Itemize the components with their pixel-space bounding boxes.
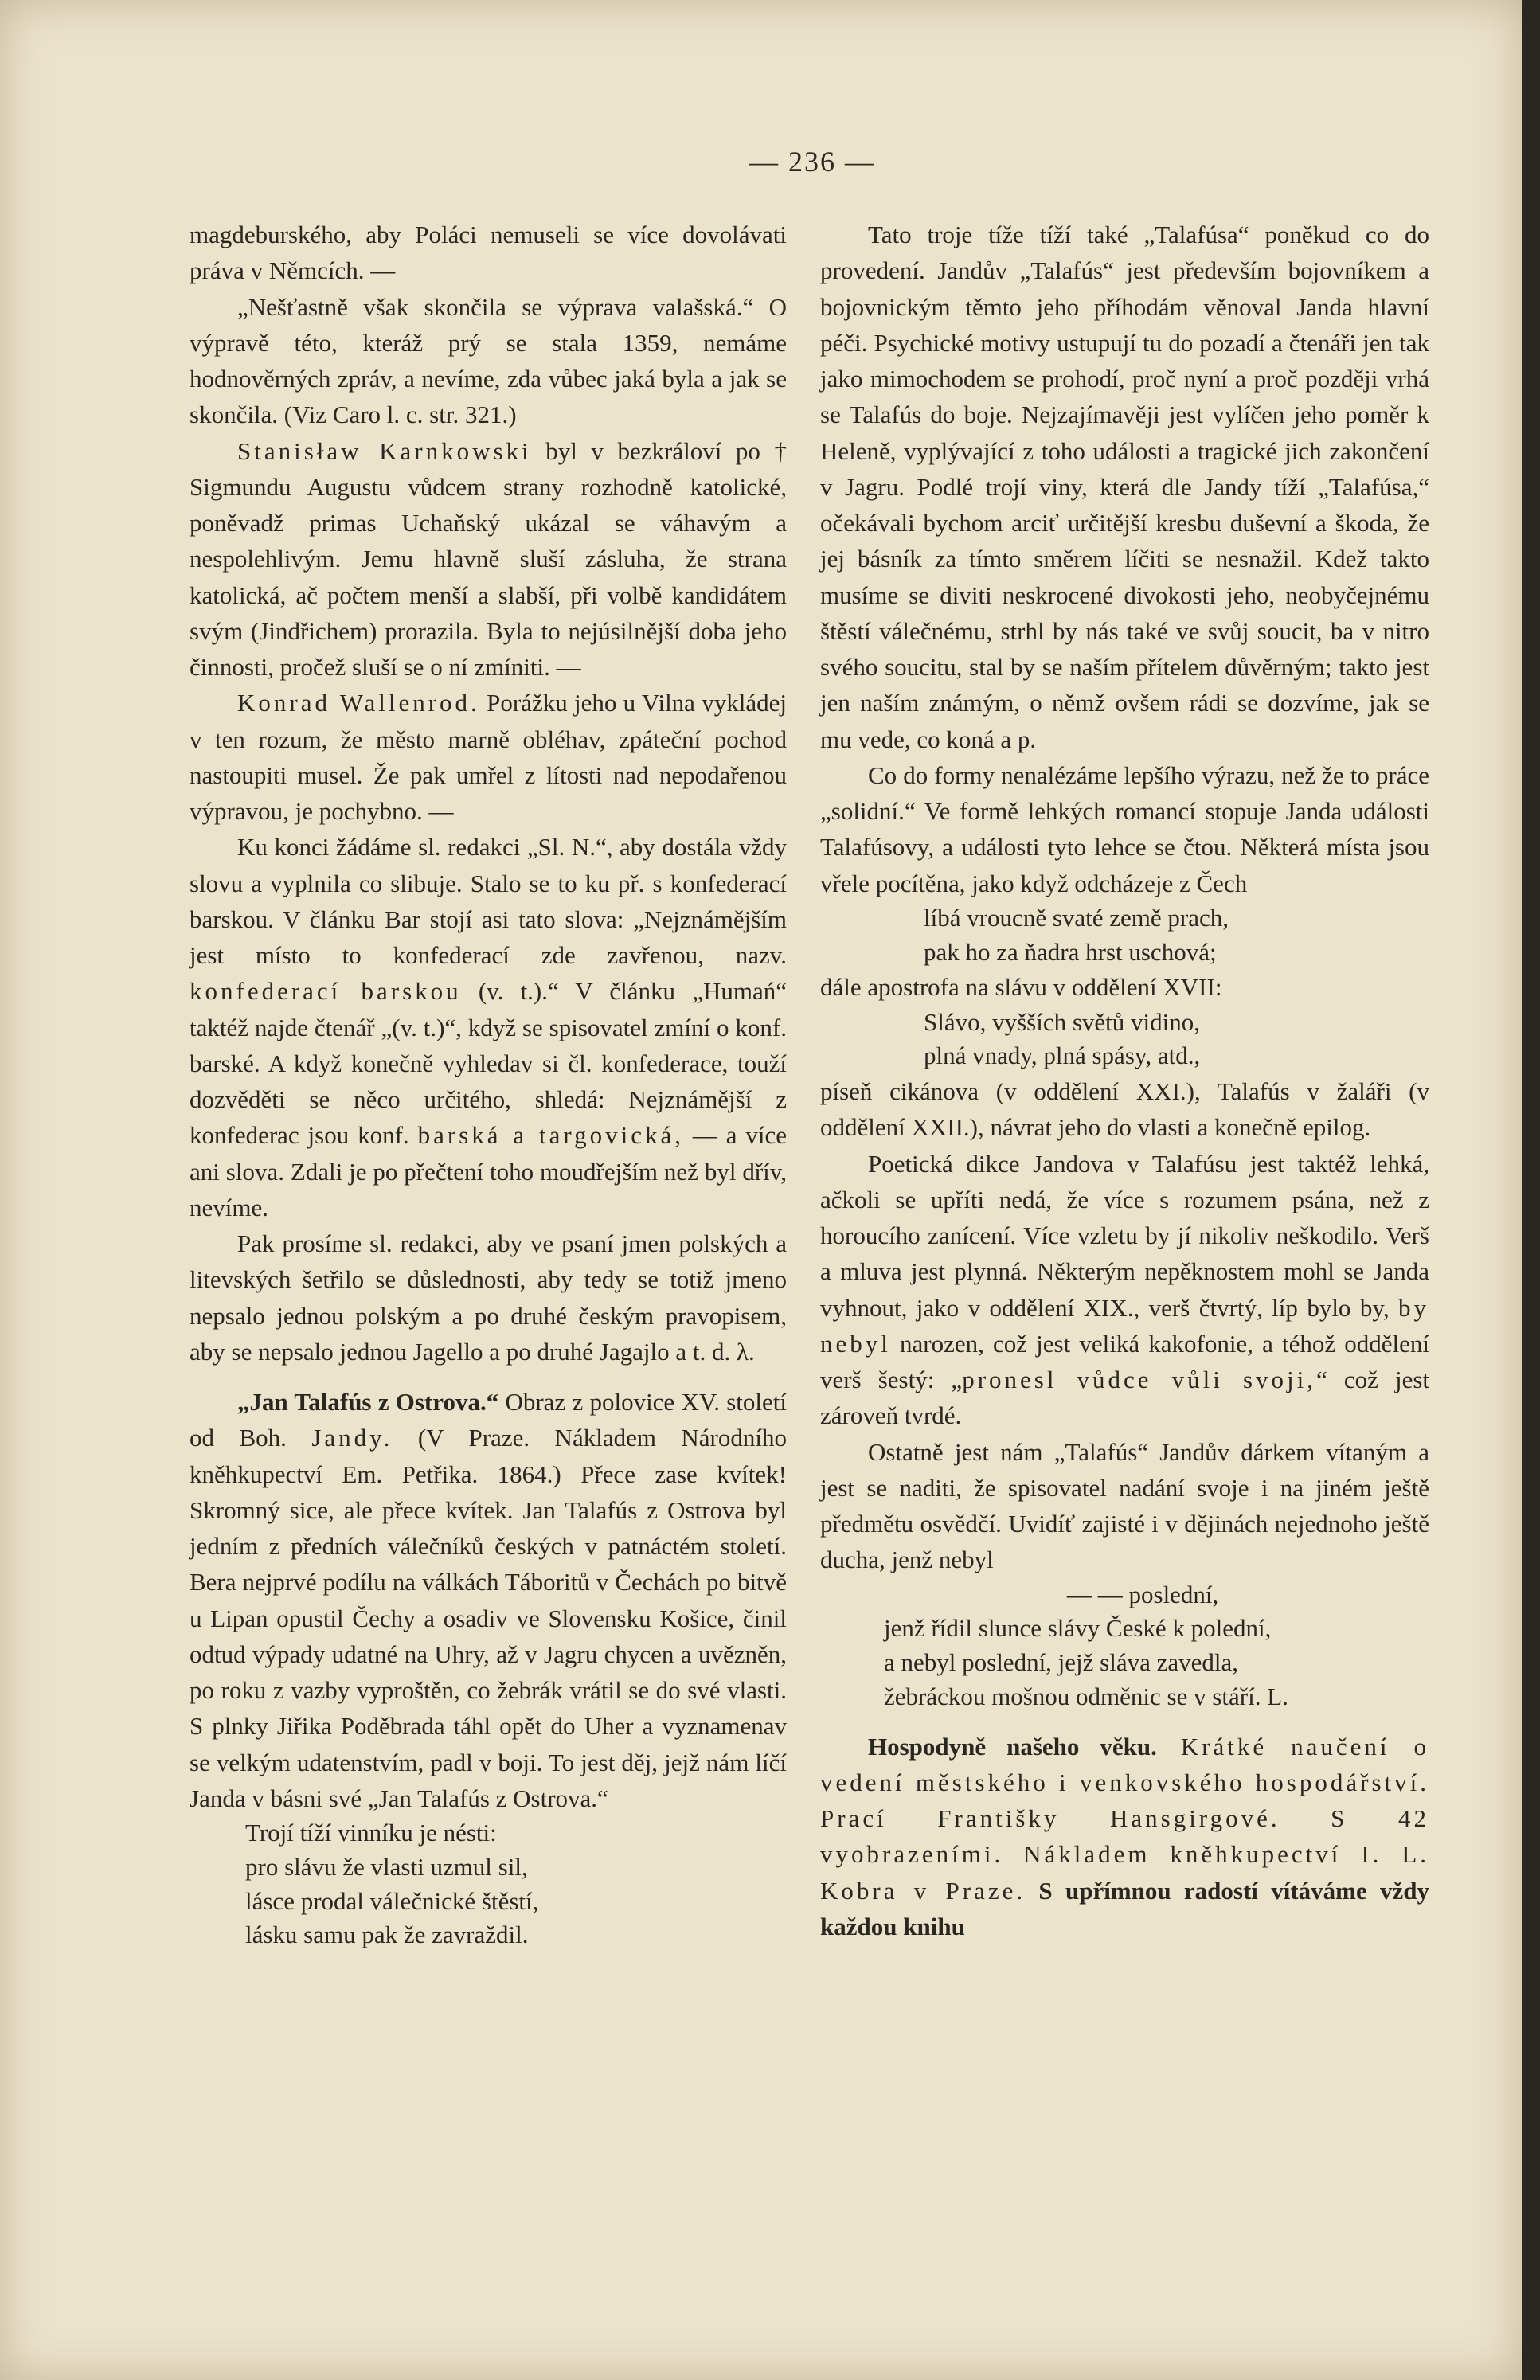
verse-line: žebráckou mošnou odměnic se v stáří. L. <box>884 1682 1288 1710</box>
review-title: Hospodyně našeho věku. <box>868 1732 1157 1761</box>
verse-line: pak ho za ňadra hrst uschová; <box>924 937 1217 966</box>
paragraph: Ostatně jest nám „Talafús“ Jandův dárkem vítaným a jest se naditi, že spisovatel nadání svoje i na jiném ještě předmětu osvědčí. Uvidíť zajisté i v dějinách nejednoho ještě ducha, jenž nebyl <box>820 1437 1429 1574</box>
verse-line: lásku samu pak že zavraždil. <box>245 1921 529 1949</box>
verse-block <box>884 1578 1429 1714</box>
paragraph: Poetická dikce Jandova v Talafúsu jest taktéž lehká, ačkoli se upříti nedá, že více s rozumem psána, než z horoucího zanícení. Více vzletu by jí nikoliv neškodilo. Verš a mluva jest plynná. Některým nepěknostem mohl se Janda vyhnout, jako v oddělení XIX., verš čtvrtý, líp bylo by, by nebyl narozen, což jest veliká kakofonie, a téhož oddělení verš šestý: „pronesl vůdce vůli svoji,“ což jest zároveň tvrdé. <box>820 1149 1430 1430</box>
verse-line: Trojí tíží vinníku je nésti: <box>245 1819 497 1847</box>
verse-line: Slávo, vyšších světů vidino, <box>924 1007 1201 1036</box>
paragraph: Tato troje tíže tíží také „Talafúsa“ poněkud co do provedení. Jandův „Talafús“ jest především bojovníkem a bojovnickým těmto jeho příhodám věnoval Janda hlavní péči. Psychické motivy ustupují tu do pozadí a čtenáři jen tak jako mimochodem se prohodí, proč nyní a proč později vrhá se Talafús do boje. Nejzajímavěji jest vylíčen jeho poměr k Heleně, vyplývající z toho události a tragické jich zakončení v Jagru. Podlé trojí viny, která dle Jandy tíží „Talafúsa,“ očekávali bychom arciť určitější kresbu duševní a škoda, že jej básník za tímto směrem líčiti se nesnažil. Kdež takto musíme se diviti neskrocené divokosti jeho, neobyčejnému štěstí válečnému, strhl by nás také ve svůj soucit, ba v nitro svého soucitu, stal by se naším přítelem důvěrným; takto jest jen naším známým, o němž ovšem rádi se dozvíme, jak se mu vede, co koná a p. <box>820 221 1429 753</box>
verse-line: a nebyl poslední, jejž sláva zavedla, <box>884 1648 1239 1677</box>
paragraph: magdeburského, aby Poláci nemuseli se více dovolávati práva v Němcích. — <box>190 221 787 285</box>
right-column <box>820 217 1429 1944</box>
review-paragraph: „Jan Talafús z Ostrova.“ Obraz z polovice XV. století od Boh. Jandy. (V Praze. Nákladem Národního kněhkupectví Em. Petřika. 1864.) Přece zase kvítek! Skromný sice, ale přece kvítek. Jan Talafús z Ostrova byl jedním z předních válečníků českých v patnáctém století. Bera nejprvé podílu na válkách Táboritů v Čechách po bitvě u Lipan opustil Čechy a osadiv ve Slovensku Košice, činil odtud výpady udatné na Uhry, až v Jagru chycen a uvězněn, po roku z vazby vyproštěn, co žebrák vrátil se do své vlasti. S plnky Jiřika Poděbrada táhl opět do Uher a vyznamenav se velkým udatenstvím, padl v boji. To jest děj, jejž nám líčí Janda v básni své „Jan Talafús z Ostrova.“ <box>190 1388 788 1812</box>
name-karnkowski: Stanisław Karnkowski <box>237 436 532 465</box>
review-paragraph: Hospodyně našeho věku. Krátké naučení o vedení městského i venkovského hospodářství. Prací Františky Hansgirgové. S 42 vyobrazeními. Nákladem kněhkupectví I. L. Kobra v Praze. S upřímnou radostí vítáváme vždy každou knihu <box>820 1732 1429 1940</box>
verse-line: jenž řídil slunce slávy České k polední, <box>884 1614 1272 1643</box>
left-column <box>190 217 787 1952</box>
paragraph: Co do formy nenalézáme lepšího výrazu, než že to práce „solidní.“ Ve formě lehkých romancí stopuje Janda události Talafúsovy, a události tyto lehce se čtou. Některá místa jsou vřele pocítěna, jako když odcházeje z Čech <box>820 760 1429 897</box>
verse-block <box>924 901 1429 970</box>
paragraph: Ku konci žádáme sl. redakci „Sl. N.“, aby dostála vždy slovu a vyplnila co slibuje. Stalo se to ku př. s konfederací barskou. V článku Bar stojí asi tato slova: „Nejznámějším jest místo to konfederací zde zavřenou, nazv. konfederací barskou (v. t.).“ V článku „Humań“ taktéž najde čtenář „(v. t.)“, když se spisovatel zmíní o konf. barské. A když konečně vyhledav si čl. konfederace, touží dozvěděti se něco určitého, shledá: Nejznámější z konfederac jsou konf. barská a targovická, — a více ani slova. Zdali je po přečtení toho moudřejším než byl dřív, nevíme. <box>190 833 788 1221</box>
paragraph: Pak prosíme sl. redakci, aby ve psaní jmen polských a litevských šetřilo se důslednosti, aby tedy se totiž jmeno nepsalo jednou polským a po druhé českým pravopisem, aby se nepsalo jednou Jagello a po druhé Jagajlo a t. d. λ. <box>190 1229 787 1366</box>
paragraph: Stanisław Karnkowski byl v bezkráloví po † Sigmundu Augustu vůdcem strany rozhodně katolické, poněvadž primas Uchaňský ukázal se váhavým a nespolehlivým. Jemu hlavně sluší zásluha, že strana katolická, ač počtem menší a slabší, při volbě kandidátem svým (Jindřichem) prorazila. Byla to nejúsilnější doba jeho činnosti, pročež sluší se o ní zmíniti. — <box>190 436 787 681</box>
paragraph: „Nešťastně však skončila se výprava valašská.“ O výpravě této, kteráž prý se stala 1359, nemáme hodnověrných zpráv, a nevíme, zda vůbec jaká byla a jak se skončila. (Viz Caro l. c. str. 321.) <box>190 292 787 429</box>
paragraph: píseň cikánova (v oddělení XXI.), Talafús v žaláři (v oddělení XXII.), návrat jeho do vlasti a konečně epilog. <box>820 1077 1429 1142</box>
verse-line: plná vnady, plná spásy, atd., <box>924 1041 1201 1070</box>
paragraph: Konrad Wallenrod. Porážku jeho u Vilna vykládej v ten rozum, že město marně obléhav, zpáteční pochod nastoupiti musel. Že pak umřel z lítosti nad nepodařenou výpravou, je pochybno. — <box>190 689 787 825</box>
verse-line: lásce prodal válečnické štěstí, <box>245 1886 539 1915</box>
page-number: — 236 — <box>749 146 875 178</box>
paragraph: dále apostrofa na slávu v oddělení XVII: <box>820 973 1222 1002</box>
verse-line: pro slávu že vlasti uzmul sil, <box>245 1852 528 1881</box>
verse-block <box>924 1006 1429 1074</box>
verse-line: líbá vroucně svaté země prach, <box>924 903 1229 932</box>
name-wallenrod: Konrad Wallenrod. <box>237 689 480 717</box>
verse-line: — — poslední, <box>1067 1580 1219 1608</box>
verse-block <box>245 1816 787 1952</box>
review-title: „Jan Talafús z Ostrova.“ <box>237 1388 499 1416</box>
